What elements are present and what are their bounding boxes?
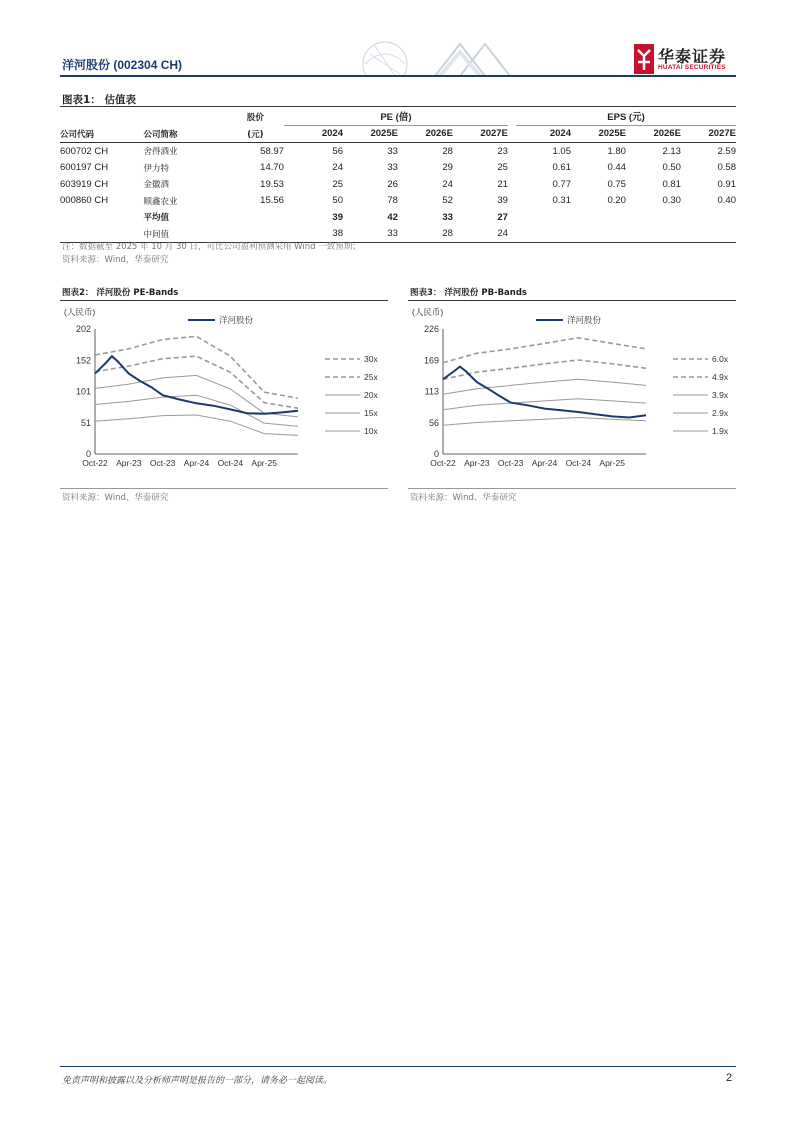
row-pe: 23 [497,145,508,157]
band-line-1.9x [443,418,646,426]
pe-year-2024: 2024 [321,128,343,140]
avg-pe: 39 [332,211,343,223]
band-line-4.9x [443,360,646,379]
row-eps: 1.05 [552,145,571,157]
avg-label: 平均值 [143,213,169,224]
band-line-30x [95,336,298,398]
band-line-25x [95,356,298,408]
huatai-logo-icon [634,44,654,74]
price-header-2: (元) [247,129,264,140]
row-price: 15.56 [260,195,284,207]
y-tick-label: 0 [85,449,91,459]
row-pe: 25 [497,162,508,174]
y-tick-label: 56 [428,417,439,428]
median-pe: 24 [497,228,508,240]
legend-label-price: 洋河股份 [567,315,602,325]
band-line-6.0x [443,338,646,363]
y-tick-label: 51 [80,417,91,428]
chart3-source: 资料来源：Wind、华泰研究 [410,493,517,503]
x-tick-label: Oct-23 [149,458,176,468]
x-tick-label: Oct-22 [430,458,456,468]
chart2-title: 图表2： 洋河股份 PE-Bands [62,288,179,298]
avg-pe: 27 [497,211,508,223]
row-eps: 1.80 [607,145,626,157]
row-pe: 78 [387,195,398,207]
x-tick-label: Oct-23 [497,458,524,468]
y-tick-label: 113 [424,386,439,397]
row-name: 顺鑫农业 [143,196,178,207]
row-pe: 24 [332,162,343,174]
row-pe: 52 [442,195,453,207]
band-line-3.9x [443,379,646,394]
y-tick-label: 152 [75,355,91,366]
legend-label-20x: 20x [364,390,378,400]
row-code: 603919 CH [60,178,109,190]
table-row [60,143,736,160]
row-eps: 0.81 [662,178,681,190]
legend-label-price: 洋河股份 [219,315,254,325]
row-pe: 50 [332,195,343,207]
x-tick-label: Oct-24 [565,458,592,468]
row-eps: 0.44 [607,162,626,174]
y-tick-label: 202 [75,324,91,334]
legend-label-3.9x: 3.9x [712,390,729,400]
band-line-20x [95,375,298,417]
pe-group-header: PE (倍) [284,108,508,125]
avg-pe: 33 [442,211,453,223]
row-pe: 24 [442,178,453,190]
chart2-bottom-rule [60,488,388,489]
pe-year-2025e: 2025E [370,128,398,140]
chart3-title: 图表3： 洋河股份 PB-Bands [410,288,527,298]
median-label: 中间值 [143,229,169,240]
y-tick-label: 0 [433,449,439,459]
eps-year-2026e: 2026E [653,128,681,140]
header-divider [60,75,736,77]
y-tick-label: 169 [423,355,439,366]
pb-bands-chart [408,302,738,472]
row-eps: 0.50 [662,162,681,174]
x-tick-label: Apr-24 [183,458,210,468]
pe-bands-chart [60,302,390,472]
legend-label-10x: 10x [364,426,378,436]
chart3-bottom-rule [408,488,736,489]
row-pe: 29 [442,162,453,174]
chart2-source: 资料来源：Wind、华泰研究 [62,493,169,503]
y-tick-label: 226 [423,324,439,334]
y-tick-label: 101 [75,386,91,397]
col-code-header: 公司代码 [60,129,95,140]
row-price: 19.53 [260,178,284,190]
row-pe: 26 [387,178,398,190]
band-line-10x [95,415,298,435]
row-eps: 0.58 [717,162,736,174]
row-code: 000860 CH [60,195,109,207]
chart3-top-rule [408,300,736,301]
page-number: 2 [726,1072,733,1084]
report-header-title: 洋河股份 (002304 CH) [62,58,183,72]
avg-row [60,209,736,226]
eps-group-header: EPS (元) [516,108,736,125]
chart-unit-label: (人民币) [64,307,96,317]
table1-title: 图表1： 估值表 [62,94,136,106]
legend-label-15x: 15x [364,408,378,418]
row-code: 600197 CH [60,162,109,174]
row-eps: 0.40 [717,195,736,207]
row-code: 600702 CH [60,145,109,157]
median-pe: 28 [442,228,453,240]
row-pe: 33 [387,162,398,174]
row-eps: 0.75 [607,178,626,190]
legend-label-30x: 30x [364,354,378,364]
eps-year-2027e: 2027E [708,128,736,140]
row-name: 金徽酒 [143,180,169,191]
row-eps: 0.77 [552,178,571,190]
footer-divider [60,1066,736,1067]
table1-top-rule [60,106,736,107]
x-tick-label: Apr-23 [464,458,490,468]
row-eps: 0.20 [607,195,626,207]
row-eps: 0.31 [552,195,571,207]
row-pe: 33 [387,145,398,157]
median-pe: 33 [387,228,398,240]
x-tick-label: Apr-24 [531,458,558,468]
legend-label-1.9x: 1.9x [712,426,729,436]
row-eps: 2.59 [717,145,736,157]
avg-pe: 42 [387,211,398,223]
logo-name-en: HUATAI SECURITIES [658,64,726,71]
row-pe: 25 [332,178,343,190]
row-pe: 56 [332,145,343,157]
price-line [443,367,646,418]
table-row [60,160,736,177]
eps-year-2025e: 2025E [598,128,626,140]
median-pe: 38 [332,228,343,240]
eps-year-2024: 2024 [549,128,571,140]
row-pe: 21 [497,178,508,190]
x-tick-label: Oct-22 [82,458,108,468]
row-eps: 0.30 [662,195,681,207]
row-price: 58.97 [260,145,284,157]
footer-disclaimer: 免责声明和披露以及分析师声明是报告的一部分，请务必一起阅读。 [62,1076,333,1086]
chart-unit-label: (人民币) [412,307,444,317]
table-row [60,193,736,210]
x-tick-label: Oct-24 [217,458,244,468]
header-decoration [340,34,530,76]
legend-label-2.9x: 2.9x [712,408,729,418]
table-row [60,176,736,193]
row-name: 舍得酒业 [143,147,178,158]
legend-label-25x: 25x [364,372,378,382]
row-eps: 0.61 [552,162,571,174]
row-name: 伊力特 [143,163,169,174]
row-eps: 2.13 [662,145,681,157]
x-tick-label: Apr-25 [599,458,625,468]
row-pe: 28 [442,145,453,157]
x-tick-label: Apr-23 [116,458,142,468]
legend-label-6.0x: 6.0x [712,354,729,364]
logo-name-cn: 华泰证券 [658,47,727,66]
valuation-table [60,108,736,243]
huatai-logo [634,42,744,76]
table1-source: 资料来源：Wind，华泰研究 [62,255,169,265]
row-eps: 0.91 [717,178,736,190]
chart2-top-rule [60,300,388,301]
band-line-15x [95,395,298,426]
row-pe: 39 [497,195,508,207]
col-name-header: 公司简称 [143,129,178,140]
table1-note: 注：数据截至 2025 年 10 月 30 日，可比公司盈利预测采用 Wind 一致预期； [62,242,361,252]
pe-year-2027e: 2027E [480,128,508,140]
row-price: 14.70 [260,162,284,174]
legend-label-4.9x: 4.9x [712,372,729,382]
price-header-1: 股价 [246,112,264,123]
pe-year-2026e: 2026E [425,128,453,140]
x-tick-label: Apr-25 [251,458,277,468]
